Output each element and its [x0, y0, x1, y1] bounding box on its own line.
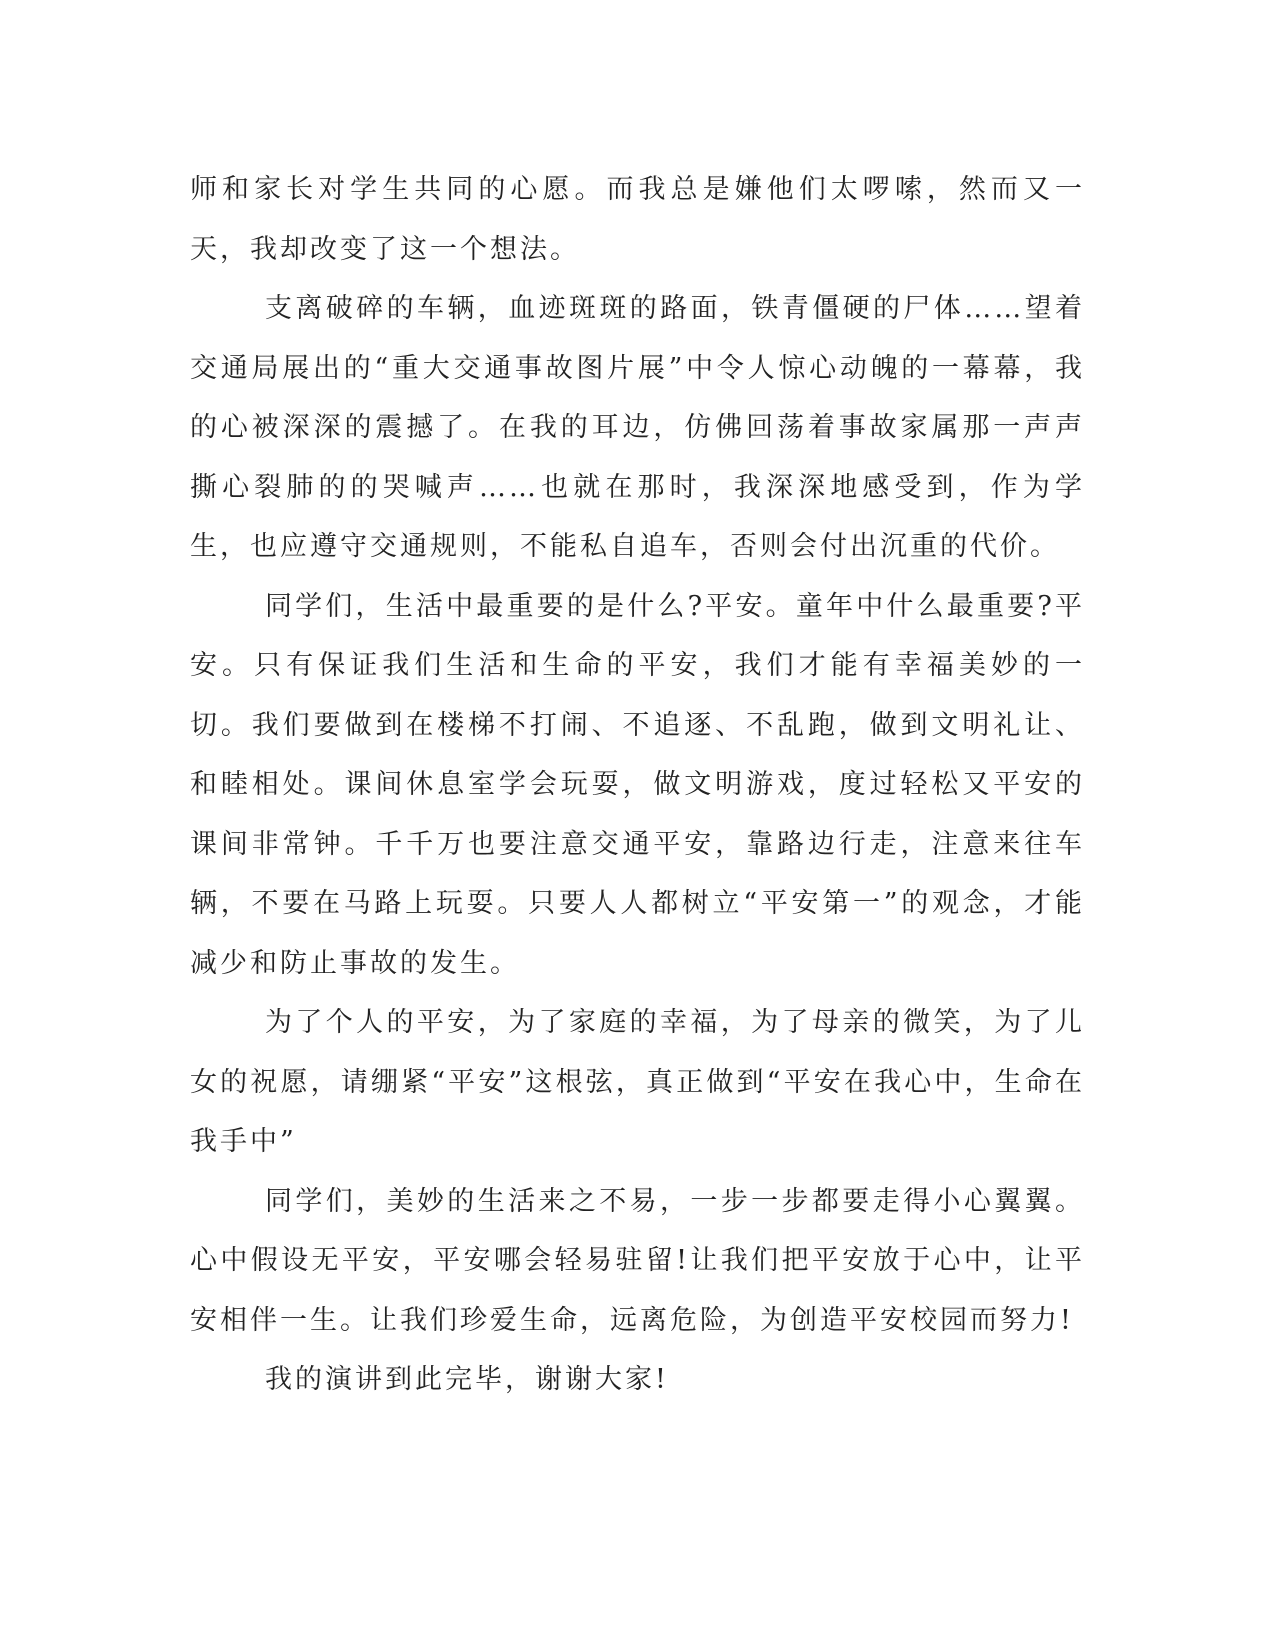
paragraph-4: 为了个人的平安，为了家庭的幸福，为了母亲的微笑，为了儿女的祝愿，请绷紧“平安”这根弦，真正做到“平安在我心中，生命在我手中” [190, 1007, 1085, 1157]
paragraph-2: 支离破碎的车辆，血迹斑斑的路面，铁青僵硬的尸体……望着交通局展出的“重大交通事故图片展”中令人惊心动魄的一幕幕，我的心被深深的震撼了。在我的耳边，仿佛回荡着事故家属那一声声撕心裂肺的的哭喊声……也就在那时，我深深地感受到，作为学生，也应遵守交通规则，不能私自追车，否则会付出沉重的代价。 [190, 293, 1085, 562]
paragraph-1: 师和家长对学生共同的心愿。而我总是嫌他们太啰嗦，然而又一天，我却改变了这一个想法。 [190, 174, 1085, 265]
paragraph-5: 同学们，美妙的生活来之不易，一步一步都要走得小心翼翼。心中假设无平安，平安哪会轻易驻留!让我们把平安放于心中，让平安相伴一生。让我们珍爱生命，远离危险，为创造平安校园而努力! [190, 1185, 1085, 1336]
paragraph-3: 同学们，生活中最重要的是什么?平安。童年中什么最重要?平安。只有保证我们生活和生命的平安，我们才能有幸福美妙的一切。我们要做到在楼梯不打闹、不追逐、不乱跑，做到文明礼让、和睦相处。课间休息室学会玩耍，做文明游戏，度过轻松又平安的课间非常钟。千千万也要注意交通平安，靠路边行走，注意来往车辆，不要在马路上玩耍。只要人人都树立“平安第一”的观念，才能减少和防止事故的发生。 [190, 590, 1085, 979]
document-body [190, 160, 1085, 1410]
paragraph-6: 我的演讲到此完毕，谢谢大家! [265, 1364, 669, 1395]
